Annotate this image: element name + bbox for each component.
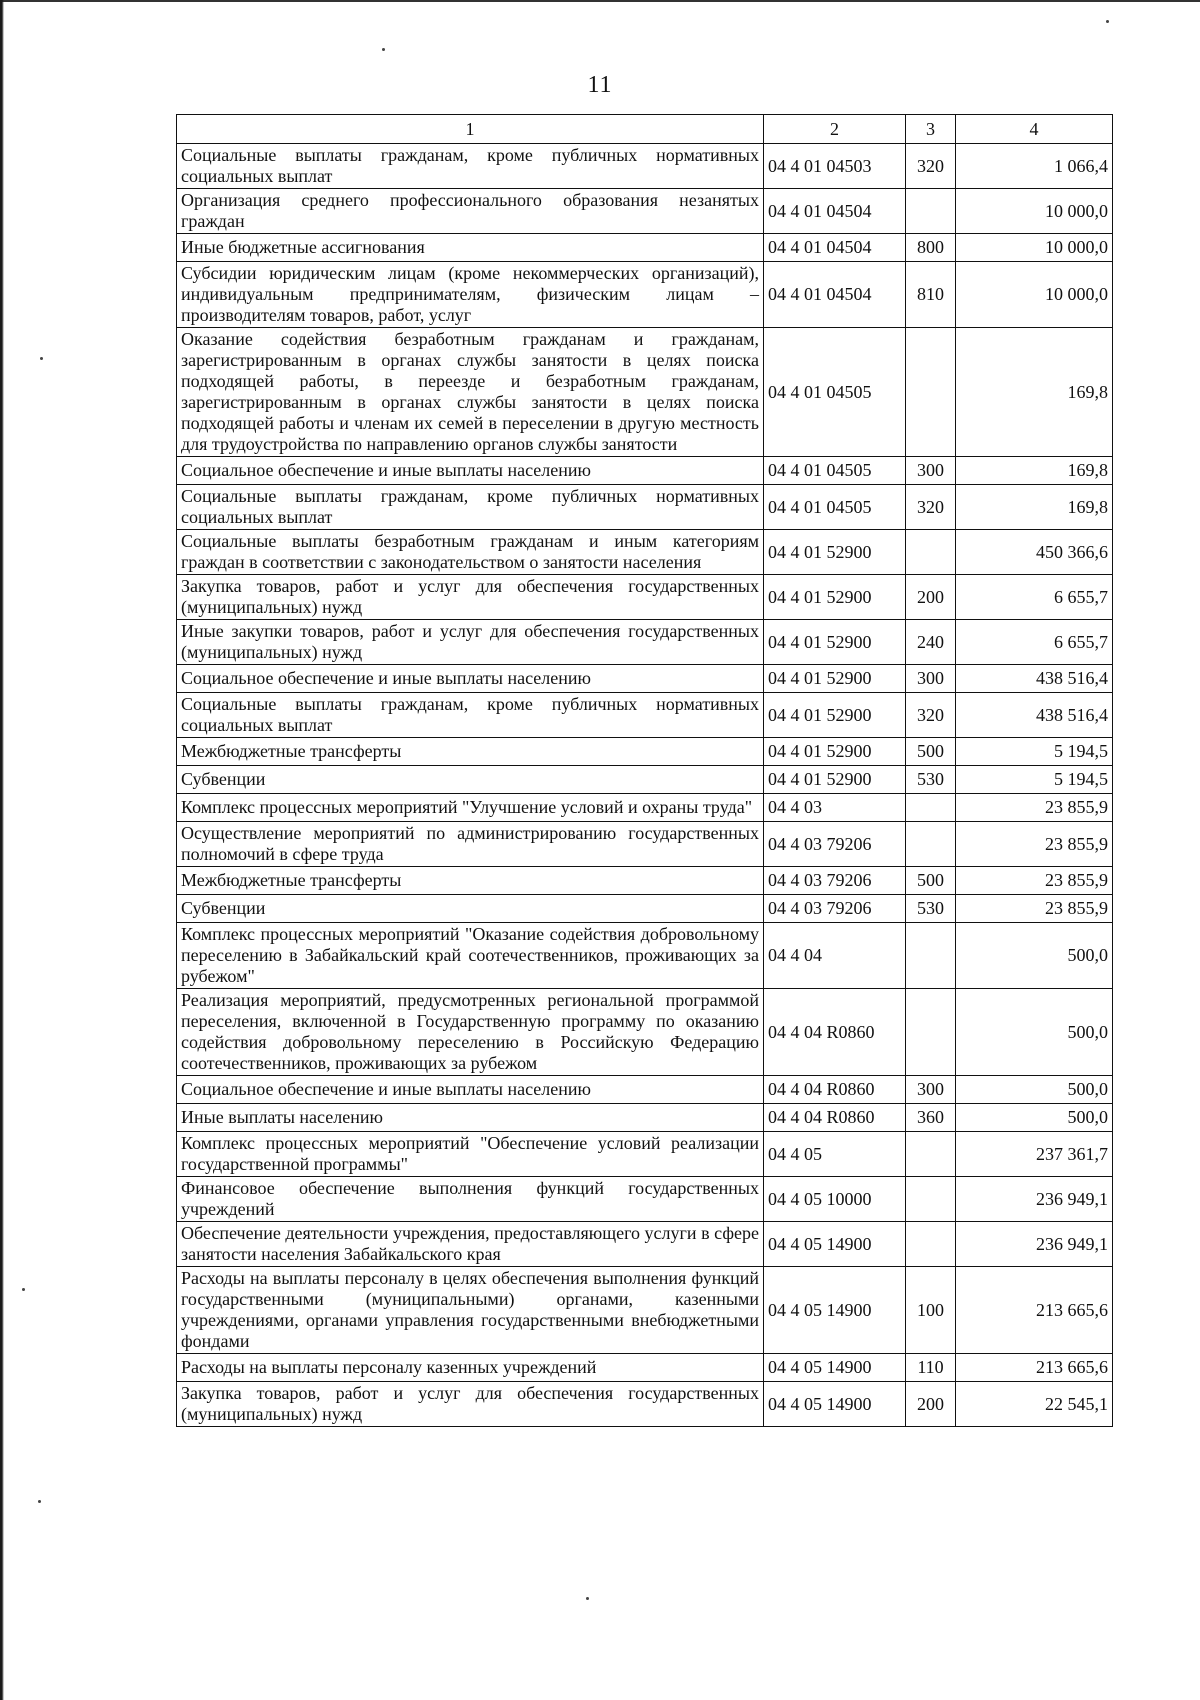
table-row xyxy=(177,457,1113,485)
row-sum-cell: 23 855,9 xyxy=(956,895,1113,923)
row-name-cell: Комплекс процессных мероприятий "Обеспечение условий реализации государственной программы" xyxy=(177,1132,764,1177)
row-name-cell: Социальное обеспечение и иные выплаты населению xyxy=(177,665,764,693)
row-name-cell: Социальное обеспечение и иные выплаты населению xyxy=(177,457,764,485)
row-sum-cell: 6 655,7 xyxy=(956,620,1113,665)
row-code-cell: 04 4 04 R0860 xyxy=(764,1104,906,1132)
scan-edge-top xyxy=(0,0,1200,2)
row-name-cell: Расходы на выплаты персоналу в целях обеспечения выполнения функций государственными (муниципальными) органами, казенными учреждениями, органами управления государственными внебюджетными фондами xyxy=(177,1267,764,1354)
row-sum-cell: 22 545,1 xyxy=(956,1382,1113,1427)
row-type-cell: 240 xyxy=(906,620,956,665)
row-code-cell: 04 4 01 04504 xyxy=(764,234,906,262)
table-row xyxy=(177,189,1113,234)
row-name-cell: Межбюджетные трансферты xyxy=(177,867,764,895)
row-sum-cell: 169,8 xyxy=(956,457,1113,485)
row-sum-cell: 23 855,9 xyxy=(956,794,1113,822)
scan-edge-left xyxy=(0,0,4,1700)
row-name-cell: Межбюджетные трансферты xyxy=(177,738,764,766)
row-name-cell: Осуществление мероприятий по администрированию государственных полномочий в сфере труда xyxy=(177,822,764,867)
row-type-cell xyxy=(906,1222,956,1267)
row-code-cell: 04 4 01 52900 xyxy=(764,766,906,794)
row-type-cell: 100 xyxy=(906,1267,956,1354)
row-sum-cell: 23 855,9 xyxy=(956,822,1113,867)
row-type-cell: 800 xyxy=(906,234,956,262)
row-type-cell: 530 xyxy=(906,895,956,923)
row-type-cell xyxy=(906,989,956,1076)
row-sum-cell: 438 516,4 xyxy=(956,665,1113,693)
row-type-cell: 200 xyxy=(906,1382,956,1427)
row-name-cell: Закупка товаров, работ и услуг для обеспечения государственных (муниципальных) нужд xyxy=(177,1382,764,1427)
table-row xyxy=(177,1354,1113,1382)
row-sum-cell: 500,0 xyxy=(956,923,1113,989)
row-type-cell: 530 xyxy=(906,766,956,794)
row-name-cell: Субвенции xyxy=(177,766,764,794)
row-code-cell: 04 4 01 04503 xyxy=(764,144,906,189)
table-row xyxy=(177,766,1113,794)
row-sum-cell: 236 949,1 xyxy=(956,1177,1113,1222)
column-header-type: 3 xyxy=(906,115,956,144)
row-code-cell: 04 4 01 04505 xyxy=(764,328,906,457)
row-name-cell: Финансовое обеспечение выполнения функций государственных учреждений xyxy=(177,1177,764,1222)
row-sum-cell: 236 949,1 xyxy=(956,1222,1113,1267)
row-type-cell xyxy=(906,794,956,822)
table-row xyxy=(177,1132,1113,1177)
row-type-cell: 300 xyxy=(906,457,956,485)
row-name-cell: Оказание содействия безработным гражданам и гражданам, зарегистрированным в органах службы занятости в целях поиска подходящей работы, в переезде и безработным гражданам, зарегистрированным в органах службы занятости в целях поиска подходящей работы и членам их семей в переселении в другую местность для трудоустройства по направлению органов службы занятости xyxy=(177,328,764,457)
budget-table xyxy=(176,114,1113,1427)
row-sum-cell: 6 655,7 xyxy=(956,575,1113,620)
page-number: 11 xyxy=(587,72,613,98)
row-type-cell: 500 xyxy=(906,867,956,895)
column-header-code: 2 xyxy=(764,115,906,144)
table-row xyxy=(177,738,1113,766)
row-type-cell: 320 xyxy=(906,485,956,530)
table-row xyxy=(177,923,1113,989)
row-sum-cell: 213 665,6 xyxy=(956,1354,1113,1382)
table-row xyxy=(177,485,1113,530)
row-sum-cell: 10 000,0 xyxy=(956,234,1113,262)
row-type-cell xyxy=(906,923,956,989)
row-code-cell: 04 4 01 52900 xyxy=(764,738,906,766)
row-sum-cell: 450 366,6 xyxy=(956,530,1113,575)
row-name-cell: Социальное обеспечение и иные выплаты населению xyxy=(177,1076,764,1104)
row-type-cell: 110 xyxy=(906,1354,956,1382)
row-name-cell: Комплекс процессных мероприятий "Улучшение условий и охраны труда" xyxy=(177,794,764,822)
row-sum-cell: 5 194,5 xyxy=(956,738,1113,766)
scan-speck xyxy=(22,1288,25,1291)
row-type-cell: 300 xyxy=(906,1076,956,1104)
row-type-cell xyxy=(906,189,956,234)
row-code-cell: 04 4 05 xyxy=(764,1132,906,1177)
column-header-sum: 4 xyxy=(956,115,1113,144)
table-row xyxy=(177,822,1113,867)
row-type-cell: 810 xyxy=(906,262,956,328)
row-sum-cell: 500,0 xyxy=(956,1076,1113,1104)
row-name-cell: Субсидии юридическим лицам (кроме некоммерческих организаций), индивидуальным предпринимателям, физическим лицам – производителям товаров, работ, услуг xyxy=(177,262,764,328)
row-type-cell: 360 xyxy=(906,1104,956,1132)
scan-speck xyxy=(40,357,43,360)
table-header-row xyxy=(177,115,1113,144)
table-row xyxy=(177,620,1113,665)
scan-speck xyxy=(1106,20,1109,23)
column-header-name: 1 xyxy=(177,115,764,144)
table-row xyxy=(177,867,1113,895)
row-name-cell: Социальные выплаты гражданам, кроме публичных нормативных социальных выплат xyxy=(177,144,764,189)
table-row xyxy=(177,328,1113,457)
row-type-cell: 320 xyxy=(906,693,956,738)
row-code-cell: 04 4 05 10000 xyxy=(764,1177,906,1222)
row-name-cell: Социальные выплаты гражданам, кроме публичных нормативных социальных выплат xyxy=(177,485,764,530)
row-type-cell: 300 xyxy=(906,665,956,693)
row-code-cell: 04 4 05 14900 xyxy=(764,1222,906,1267)
row-sum-cell: 438 516,4 xyxy=(956,693,1113,738)
row-code-cell: 04 4 04 xyxy=(764,923,906,989)
scan-speck xyxy=(38,1500,41,1503)
row-code-cell: 04 4 03 xyxy=(764,794,906,822)
row-sum-cell: 1 066,4 xyxy=(956,144,1113,189)
row-code-cell: 04 4 01 52900 xyxy=(764,620,906,665)
row-sum-cell: 213 665,6 xyxy=(956,1267,1113,1354)
row-sum-cell: 500,0 xyxy=(956,989,1113,1076)
row-sum-cell: 169,8 xyxy=(956,485,1113,530)
table-row xyxy=(177,1177,1113,1222)
row-name-cell: Закупка товаров, работ и услуг для обеспечения государственных (муниципальных) нужд xyxy=(177,575,764,620)
row-name-cell: Организация среднего профессионального образования незанятых граждан xyxy=(177,189,764,234)
row-sum-cell: 10 000,0 xyxy=(956,189,1113,234)
row-sum-cell: 169,8 xyxy=(956,328,1113,457)
row-code-cell: 04 4 01 04504 xyxy=(764,189,906,234)
table-row xyxy=(177,530,1113,575)
row-name-cell: Расходы на выплаты персоналу казенных учреждений xyxy=(177,1354,764,1382)
row-code-cell: 04 4 03 79206 xyxy=(764,822,906,867)
row-code-cell: 04 4 05 14900 xyxy=(764,1382,906,1427)
row-name-cell: Субвенции xyxy=(177,895,764,923)
table-row xyxy=(177,262,1113,328)
row-type-cell xyxy=(906,822,956,867)
row-name-cell: Социальные выплаты гражданам, кроме публичных нормативных социальных выплат xyxy=(177,693,764,738)
table-row xyxy=(177,665,1113,693)
row-code-cell: 04 4 05 14900 xyxy=(764,1267,906,1354)
row-code-cell: 04 4 01 04504 xyxy=(764,262,906,328)
row-code-cell: 04 4 01 52900 xyxy=(764,575,906,620)
table-row xyxy=(177,575,1113,620)
row-type-cell xyxy=(906,328,956,457)
row-code-cell: 04 4 03 79206 xyxy=(764,895,906,923)
row-code-cell: 04 4 04 R0860 xyxy=(764,1076,906,1104)
table-row xyxy=(177,1267,1113,1354)
row-name-cell: Иные закупки товаров, работ и услуг для обеспечения государственных (муниципальных) нужд xyxy=(177,620,764,665)
row-sum-cell: 5 194,5 xyxy=(956,766,1113,794)
row-code-cell: 04 4 01 52900 xyxy=(764,693,906,738)
row-type-cell: 320 xyxy=(906,144,956,189)
row-name-cell: Обеспечение деятельности учреждения, предоставляющего услуги в сфере занятости населения Забайкальского края xyxy=(177,1222,764,1267)
row-code-cell: 04 4 01 04505 xyxy=(764,485,906,530)
row-sum-cell: 500,0 xyxy=(956,1104,1113,1132)
table-body xyxy=(177,144,1113,1427)
row-sum-cell: 10 000,0 xyxy=(956,262,1113,328)
row-type-cell: 200 xyxy=(906,575,956,620)
row-code-cell: 04 4 01 52900 xyxy=(764,665,906,693)
row-name-cell: Реализация мероприятий, предусмотренных региональной программой переселения, включенной в Государственную программу по оказанию содействия добровольному переселению в Российскую Федерацию соотечественников, проживающих за рубежом xyxy=(177,989,764,1076)
row-type-cell xyxy=(906,530,956,575)
table-row xyxy=(177,895,1113,923)
row-code-cell: 04 4 01 52900 xyxy=(764,530,906,575)
table-row xyxy=(177,144,1113,189)
row-sum-cell: 23 855,9 xyxy=(956,867,1113,895)
table-row xyxy=(177,989,1113,1076)
scan-speck xyxy=(586,1597,589,1600)
table-row xyxy=(177,1076,1113,1104)
row-name-cell: Иные бюджетные ассигнования xyxy=(177,234,764,262)
row-name-cell: Иные выплаты населению xyxy=(177,1104,764,1132)
table-row xyxy=(177,1222,1113,1267)
row-sum-cell: 237 361,7 xyxy=(956,1132,1113,1177)
row-code-cell: 04 4 01 04505 xyxy=(764,457,906,485)
table-row xyxy=(177,1382,1113,1427)
row-type-cell: 500 xyxy=(906,738,956,766)
row-code-cell: 04 4 03 79206 xyxy=(764,867,906,895)
table-row xyxy=(177,794,1113,822)
row-code-cell: 04 4 04 R0860 xyxy=(764,989,906,1076)
row-name-cell: Комплекс процессных мероприятий "Оказание содействия добровольному переселению в Забайкальский край соотечественников, проживающих за рубежом" xyxy=(177,923,764,989)
table-row xyxy=(177,693,1113,738)
row-type-cell xyxy=(906,1177,956,1222)
row-code-cell: 04 4 05 14900 xyxy=(764,1354,906,1382)
table-row xyxy=(177,1104,1113,1132)
row-type-cell xyxy=(906,1132,956,1177)
scan-speck xyxy=(382,48,385,51)
row-name-cell: Социальные выплаты безработным гражданам и иным категориям граждан в соответствии с законодательством о занятости населения xyxy=(177,530,764,575)
table-row xyxy=(177,234,1113,262)
